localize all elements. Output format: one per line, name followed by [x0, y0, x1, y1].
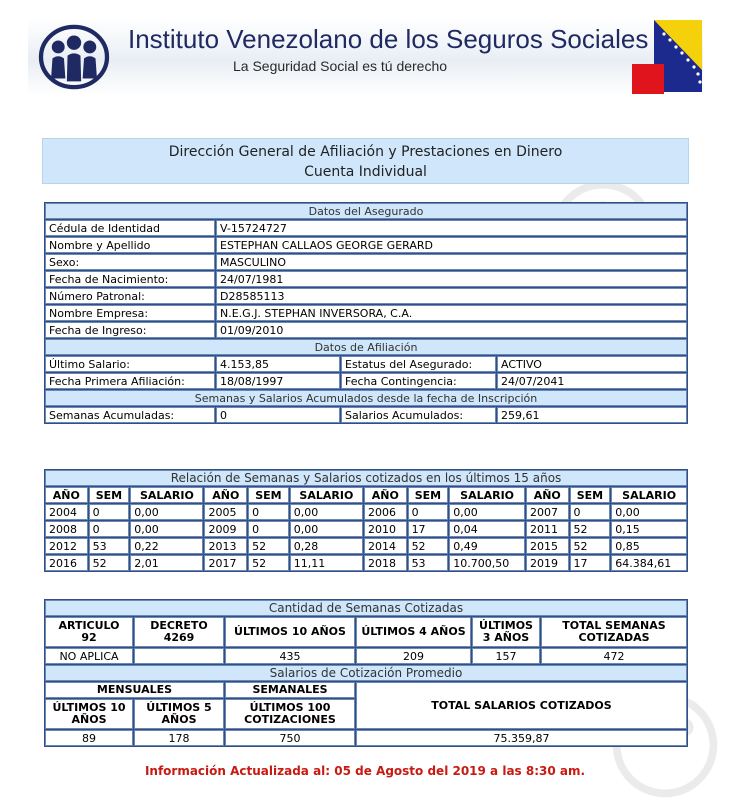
table-row: Nombre Empresa: N.E.G.J. STEPHAN INVERSORA, C.A. — [45, 305, 687, 321]
table-row: Nombre y Apellido ESTEPHAN CALLAOS GEORGE GERARD — [45, 237, 687, 253]
cell-salario: 0,85 — [611, 538, 687, 554]
cell-sem: 0 — [248, 504, 289, 520]
cell-ano: 2012 — [45, 538, 88, 554]
table-header-row: AÑO SEM SALARIO AÑO SEM SALARIO AÑO SEM SALARIO AÑO SEM SALARIO — [45, 487, 687, 503]
cell-ano: 2007 — [526, 504, 569, 520]
insured-data-table — [44, 202, 688, 424]
cell-sem: 52 — [570, 521, 611, 537]
contributed-weeks-table — [44, 599, 688, 747]
cell-ano: 2005 — [204, 504, 247, 520]
cell-ano: 2019 — [526, 555, 569, 571]
cell-ano: 2015 — [526, 538, 569, 554]
weeks-salaries-table — [44, 469, 688, 572]
cell-ano: 2006 — [364, 504, 407, 520]
page-header — [28, 18, 703, 96]
cell-sem: 0 — [570, 504, 611, 520]
cell-salario: 2,01 — [130, 555, 203, 571]
cell-salario: 0,22 — [130, 538, 203, 554]
section-title: Datos del Asegurado — [45, 203, 687, 219]
cell-ano: 2013 — [204, 538, 247, 554]
section-title: Datos de Afiliación — [45, 339, 687, 355]
cell-salario: 0,00 — [130, 504, 203, 520]
section-title: Salarios de Cotización Promedio — [45, 665, 687, 681]
table-row: Fecha de Nacimiento: 24/07/1981 — [45, 271, 687, 287]
section-title: Cantidad de Semanas Cotizadas — [45, 600, 687, 616]
cell-sem: 52 — [248, 538, 289, 554]
table-row — [45, 555, 687, 571]
cell-sem: 17 — [570, 555, 611, 571]
cell-salario: 0,00 — [290, 521, 363, 537]
cell-sem: 53 — [408, 555, 449, 571]
cell-ano: 2014 — [364, 538, 407, 554]
cell-ano: 2010 — [364, 521, 407, 537]
cell-sem: 52 — [89, 555, 130, 571]
table-row: Sexo: MASCULINO — [45, 254, 687, 270]
section-title: Relación de Semanas y Salarios cotizados en los últimos 15 años — [45, 470, 687, 486]
cell-ano: 2008 — [45, 521, 88, 537]
table-header-row: MENSUALES SEMANALES TOTAL SALARIOS COTIZADOS — [45, 682, 687, 698]
table-header-row: ÚLTIMOS 10 AÑOS ÚLTIMOS 5 AÑOS ÚLTIMOS 100 COTIZACIONES — [45, 699, 687, 729]
page-subtitle: Cuenta Individual — [304, 164, 427, 180]
table-row: 89 178 750 75.359,87 — [45, 730, 687, 746]
cell-ano: 2016 — [45, 555, 88, 571]
cell-ano: 2018 — [364, 555, 407, 571]
cell-sem: 17 — [408, 521, 449, 537]
table-row — [45, 538, 687, 554]
table-row: Último Salario: 4.153,85 Estatus del Asegurado: ACTIVO — [45, 356, 687, 372]
cell-salario: 64.384,61 — [611, 555, 687, 571]
cell-ano: 2009 — [204, 521, 247, 537]
table-row: Número Patronal: D28585113 — [45, 288, 687, 304]
cell-ano: 2004 — [45, 504, 88, 520]
last-updated-note: Información Actualizada al: 05 de Agosto del 2019 a las 8:30 am. — [144, 764, 586, 778]
table-row — [45, 504, 687, 520]
cell-salario: 0,15 — [611, 521, 687, 537]
cell-sem: 0 — [248, 521, 289, 537]
cell-salario: 0,49 — [449, 538, 525, 554]
cell-sem: 0 — [89, 521, 130, 537]
table-row: Semanas Acumuladas: 0 Salarios Acumulados: 259,61 — [45, 407, 687, 423]
cell-ano: 2017 — [204, 555, 247, 571]
table-row: NO APLICA 435 209 157 472 — [45, 648, 687, 664]
ivss-logo-icon — [38, 24, 110, 90]
cell-salario: 0,00 — [130, 521, 203, 537]
cell-salario: 0,04 — [449, 521, 525, 537]
page-title: Dirección General de Afiliación y Prestaciones en Dinero — [168, 144, 563, 160]
cell-salario: 10.700,50 — [449, 555, 525, 571]
venezuela-flag-icon — [632, 20, 704, 94]
cell-salario: 0,28 — [290, 538, 363, 554]
cell-sem: 53 — [89, 538, 130, 554]
cell-ano: 2011 — [526, 521, 569, 537]
cell-salario: 0,00 — [290, 504, 363, 520]
cell-sem: 52 — [248, 555, 289, 571]
table-row: Cédula de Identidad V-15724727 — [45, 220, 687, 236]
table-row: Fecha Primera Afiliación: 18/08/1997 Fecha Contingencia: 24/07/2041 — [45, 373, 687, 389]
cell-sem: 52 — [570, 538, 611, 554]
section-title: Semanas y Salarios Acumulados desde la fecha de Inscripción — [45, 390, 687, 406]
institute-name: Instituto Venezolano de los Seguros Sociales — [128, 24, 649, 54]
institute-slogan: La Seguridad Social es tú derecho — [233, 58, 448, 74]
table-row: Fecha de Ingreso: 01/09/2010 — [45, 322, 687, 338]
cell-salario: 11,11 — [290, 555, 363, 571]
table-header-row: ARTICULO 92 DECRETO 4269 ÚLTIMOS 10 AÑOS ÚLTIMOS 4 AÑOS ÚLTIMOS 3 AÑOS TOTAL SEMANAS COTIZADAS — [45, 617, 687, 647]
cell-sem: 0 — [89, 504, 130, 520]
cell-sem: 0 — [408, 504, 449, 520]
table-row — [45, 521, 687, 537]
cell-sem: 52 — [408, 538, 449, 554]
cell-salario: 0,00 — [449, 504, 525, 520]
cell-salario: 0,00 — [611, 504, 687, 520]
page-title-box — [42, 138, 689, 184]
